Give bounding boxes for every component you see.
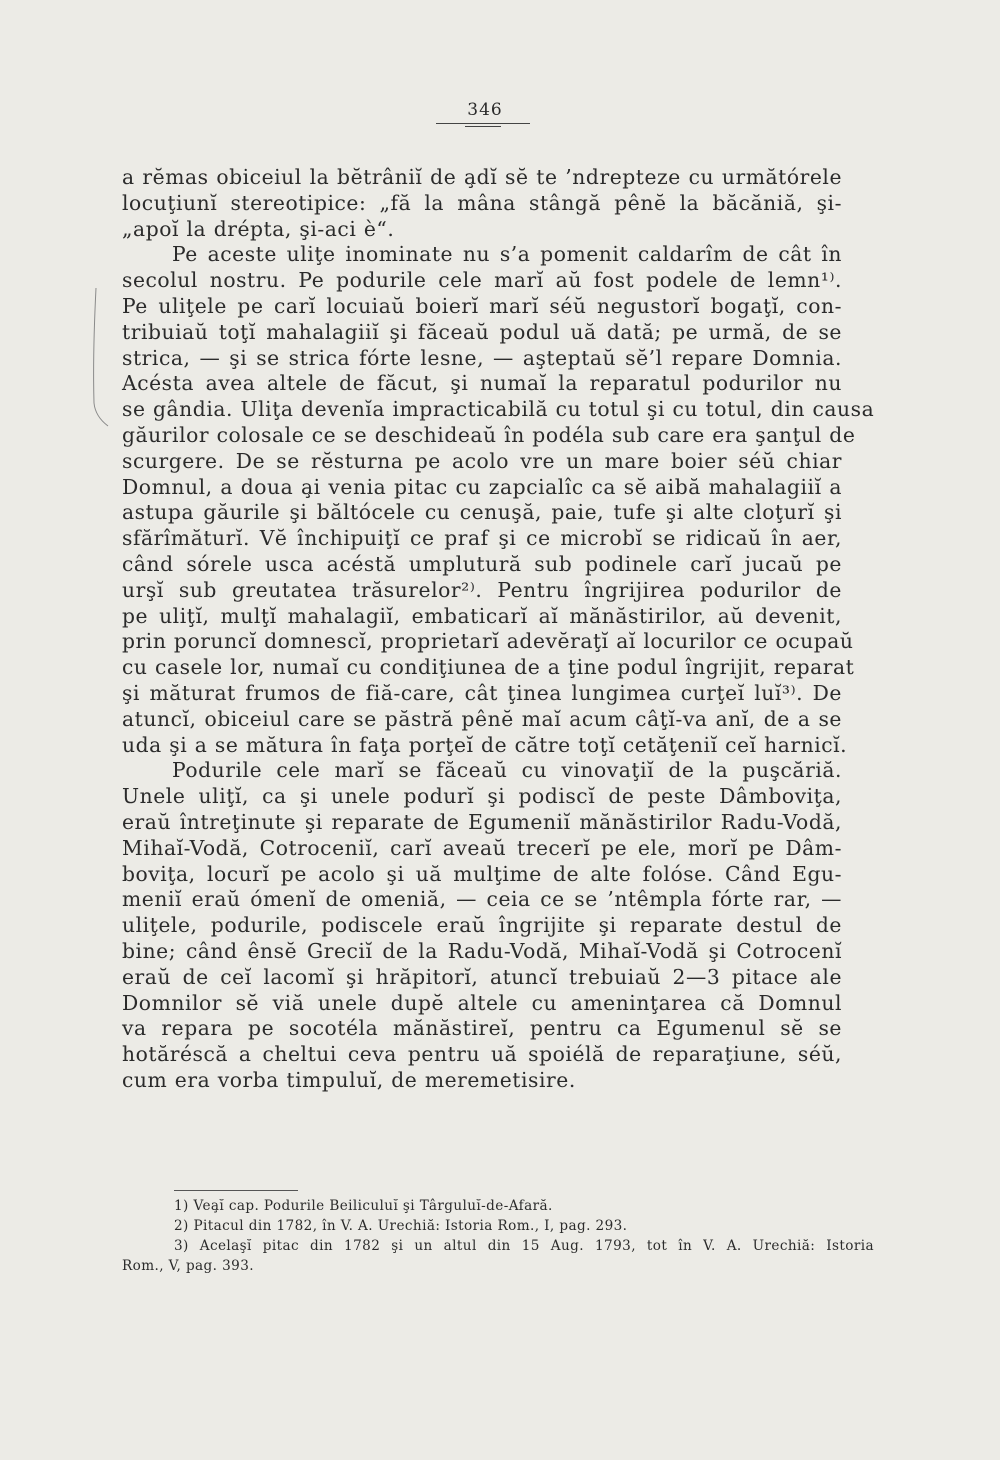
text-line: Pe aceste uliţe inominate nu s’a pomenit caldarîm de cât în bbox=[172, 242, 842, 267]
text-line: şi măturat frumos de fiă-care, cât ţinea lungimea curţeĭ luĭ³⁾. De bbox=[122, 680, 842, 705]
footnotes bbox=[122, 1196, 874, 1276]
text-line: strica, — şi se strica fórte lesne, — aşteptaŭ sĕ’l repare Domnia. bbox=[122, 345, 842, 370]
text-line: scurgere. De se rĕsturna pe acolo vre un mare boier séŭ chiar bbox=[122, 448, 842, 473]
footnote-line: 2) Pitacul din 1782, în V. A. Urechiă: Istoria Rom., I, pag. 293. bbox=[174, 1218, 628, 1234]
page-number-rule-short bbox=[465, 126, 501, 127]
text-line: cum era vorba timpuluĭ, de meremetisire. bbox=[122, 1067, 576, 1092]
text-line: eraŭ de ceĭ lacomĭ şi hrăpitorĭ, atuncĭ trebuiaŭ 2—3 pitace ale bbox=[122, 964, 842, 989]
footnote-line: Rom., V, pag. 393. bbox=[122, 1258, 254, 1274]
text-line: a rĕmas obiceiul la bĕtrâniĭ de a̧dĭ sĕ te ’ndrepteze cu următórele bbox=[122, 165, 842, 189]
text-line: locuţiunĭ stereotipice: „fă la mâna stângă pênĕ la băcăniă, şi- bbox=[122, 190, 842, 215]
text-line: se gândia. Uliţa devenĭa impracticabilă cu totul şi cu totul, din causa bbox=[122, 397, 875, 422]
text-line: atuncĭ, obiceiul care se păstră pênĕ maĭ acum câţĭ-va anĭ, de a se bbox=[122, 706, 842, 731]
text-line: prin poruncĭ domnescĭ, proprietarĭ adevĕraţĭ aĭ locurilor ce ocupaŭ bbox=[122, 629, 854, 654]
text-line: eraŭ întreţinute şi reparate de Egumeniĭ mănăstirilor Radu-Vodă, bbox=[122, 809, 842, 834]
text-line: tribuiaŭ toţĭ mahalagiiĭ şi făceaŭ podul uă dată; pe urmă, de se bbox=[122, 319, 842, 344]
text-line: pe uliţĭ, mulţĭ mahalagiĭ, embaticarĭ aĭ mănăstirilor, aŭ devenit, bbox=[122, 603, 842, 628]
text-line: boviţa, locurĭ pe acolo şi uă mulţime de alte folóse. Când Egu- bbox=[122, 861, 842, 886]
body-text bbox=[122, 165, 875, 1094]
text-line: Mihaĭ-Vodă, Cotroceniĭ, carĭ aveaŭ trecerĭ pe ele, morĭ pe Dâm- bbox=[122, 835, 842, 860]
text-line: va repara pe socotéla mănăstireĭ, pentru ca Egumenul sĕ se bbox=[122, 1016, 842, 1041]
text-line: Pe uliţele pe carĭ locuiaŭ boierĭ marĭ séŭ negustorĭ bogaţĭ, con- bbox=[122, 293, 842, 318]
footnote-rule bbox=[174, 1190, 298, 1191]
text-line: urşĭ sub greutatea trăsurelor²⁾. Pentru îngrijirea podurilor de bbox=[122, 577, 842, 602]
margin-pencil-mark bbox=[92, 288, 112, 428]
text-line: hotăréscă a cheltui ceva pentru uă spoiélă de reparaţiune, séŭ, bbox=[122, 1042, 842, 1067]
text-line: Domnilor sĕ viă unele dupĕ altele cu ameninţarea că Domnul bbox=[122, 990, 842, 1015]
text-line: sfărîmăturĭ. Vĕ închipuiţĭ ce praf şi ce microbĭ se ridicaŭ în aer, bbox=[122, 526, 842, 551]
text-line: cu casele lor, numaĭ cu condiţiunea de a ţine podul îngrijit, reparat bbox=[122, 655, 855, 680]
page-number-rule bbox=[436, 123, 530, 124]
page-number: 346 bbox=[467, 100, 503, 120]
text-line: Podurile cele marĭ se făceaŭ cu vinovaţiĭ de la puşcăriă. bbox=[172, 758, 842, 783]
text-line: bine; când ênsĕ Greciĭ de la Radu-Vodă, Mihaĭ-Vodă şi Cotrocenĭ bbox=[122, 938, 842, 963]
text-line: când sórele usca acéstă umplutură sub podinele carĭ jucaŭ pe bbox=[122, 551, 842, 576]
text-line: uda şi a se mătura în faţa porţeĭ de către toţĭ cetăţeniĭ ceĭ harnicĭ. bbox=[122, 732, 848, 757]
text-line: Unele uliţĭ, ca şi unele podurĭ şi podiscĭ de peste Dâmboviţa, bbox=[122, 784, 842, 809]
footnote-line: 3) Acelaşĭ pitac din 1782 şi un altul din 15 Aug. 1793, tot în V. A. Urechiă: Istoria bbox=[174, 1238, 874, 1254]
text-line: astupa găurile şi băltócele cu cenuşă, paie, tufe şi alte cloţurĭ şi bbox=[122, 500, 842, 525]
footnote-line: 1) Vea̧ĭ cap. Podurile Beiliculuĭ şi Târguluĭ-de-Afară. bbox=[174, 1198, 553, 1214]
text-line: uliţele, podurile, podiscele eraŭ îngrijite şi reparate destul de bbox=[122, 913, 842, 938]
text-line: Acésta avea altele de făcut, şi numaĭ la reparatul podurilor nu bbox=[122, 371, 842, 396]
text-line: găurilor colosale ce se deschideaŭ în podéla sub care era şanţul de bbox=[122, 422, 856, 447]
text-line: secolul nostru. Pe podurile cele marĭ aŭ fost podele de lemn¹⁾. bbox=[122, 268, 842, 293]
text-line: Domnul, a doua a̧i venia pitac cu zapcialîc ca sĕ aibă mahalagiiĭ a bbox=[122, 474, 842, 499]
text-line: meniĭ eraŭ ómenĭ de omeniă, — ceia ce se ’ntêmpla fórte rar, — bbox=[122, 887, 842, 912]
text-line: „apoĭ la drépta, şi-aci è“. bbox=[122, 216, 395, 241]
